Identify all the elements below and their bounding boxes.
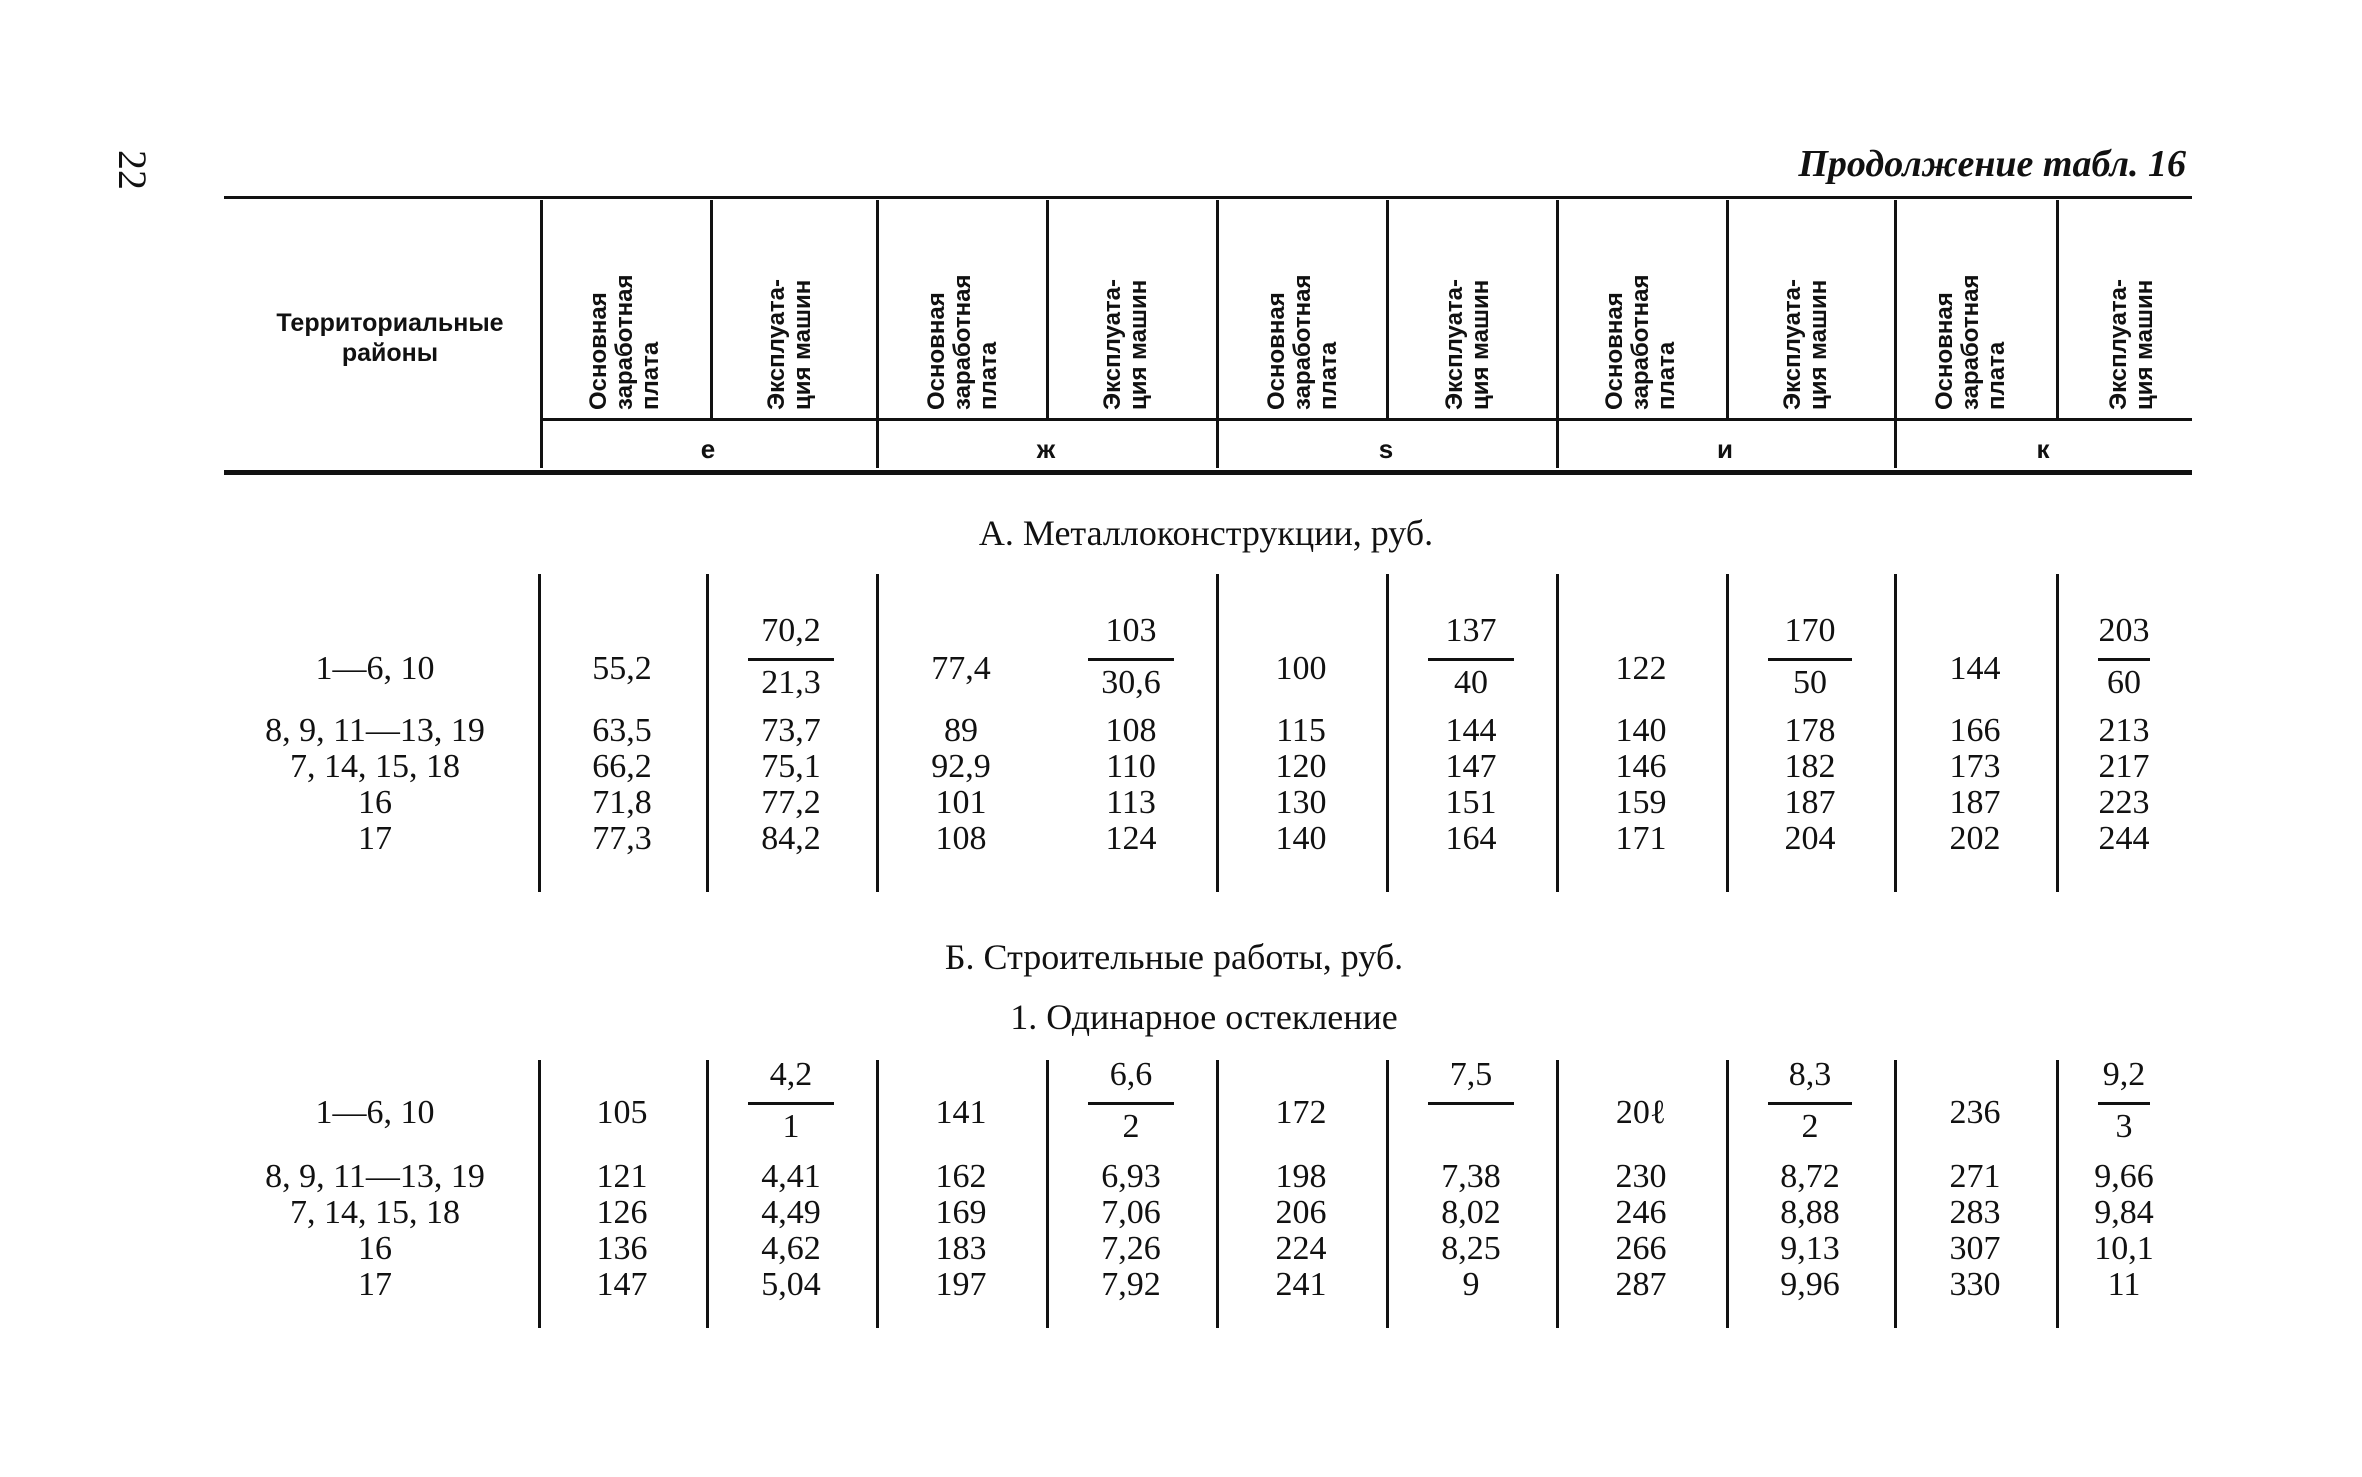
value-cell: 162 — [935, 1158, 987, 1195]
value-cell: 55,2 — [592, 650, 652, 687]
value-cell: 287 — [1615, 1266, 1667, 1303]
fraction-bar — [1428, 1102, 1514, 1105]
group-letter: и — [1717, 434, 1733, 464]
value-cell: 105 — [596, 1094, 648, 1131]
value-cell: 126 — [596, 1194, 648, 1231]
value-cell: 6,93 — [1101, 1158, 1161, 1195]
value-cell: 198 — [1275, 1158, 1327, 1195]
section-b-title: Б. Строительные работы, руб. — [944, 937, 1404, 977]
col-label-machine-operation: Эксплуата- ция машин — [763, 278, 816, 410]
value-cell: 92,9 — [931, 748, 991, 785]
header-mid-rule — [540, 418, 2192, 421]
value-cell: 197 — [935, 1266, 987, 1303]
col-label-machine-operation: Эксплуата- ция машин — [1779, 278, 1832, 410]
value-cell: 130 — [1275, 784, 1327, 821]
value-cell: 172 — [1275, 1094, 1327, 1131]
page-number: 22 — [110, 150, 155, 190]
value-cell: 20ℓ — [1615, 1094, 1667, 1131]
value-cell: 224 — [1275, 1230, 1327, 1267]
value-cell: 120 — [1275, 748, 1327, 785]
value-cell: 140 — [1275, 820, 1327, 857]
value-cell: 217 — [2098, 748, 2150, 785]
fraction-bar — [1428, 658, 1514, 661]
fraction-bar — [1088, 658, 1174, 661]
value-cell: 144 — [1445, 712, 1497, 749]
district-column-header: Территориальные районы — [276, 309, 504, 367]
value-cell: 271 — [1949, 1158, 2001, 1195]
col-label-base-salary: Основная заработная плата — [585, 274, 664, 410]
value-cell: 75,1 — [761, 748, 821, 785]
value-cell: 223 — [2098, 784, 2150, 821]
header-divider — [1556, 200, 1559, 468]
header-divider — [1726, 200, 1729, 418]
fraction-numerator: 103 — [1105, 612, 1157, 649]
fraction-denominator: 2 — [1801, 1108, 1819, 1145]
fraction-numerator: 170 — [1784, 612, 1836, 649]
value-cell: 89 — [944, 712, 978, 749]
fraction-numerator: 6,6 — [1109, 1056, 1153, 1093]
value-cell: 140 — [1615, 712, 1667, 749]
fraction-numerator: 9,2 — [2102, 1056, 2146, 1093]
col-label-machine-operation: Эксплуата- ция машин — [1441, 278, 1494, 410]
value-cell: 183 — [935, 1230, 987, 1267]
value-cell: 330 — [1949, 1266, 2001, 1303]
value-cell: 178 — [1784, 712, 1836, 749]
fraction-denominator: 1 — [782, 1108, 800, 1145]
value-cell: 122 — [1615, 650, 1667, 687]
value-cell: 136 — [596, 1230, 648, 1267]
value-cell: 241 — [1275, 1266, 1327, 1303]
district-cell: 8, 9, 11—13, 19 — [265, 1158, 485, 1195]
fraction-bar — [1088, 1102, 1174, 1105]
fraction-denominator: 50 — [1793, 664, 1827, 701]
fraction-numerator: 137 — [1445, 612, 1497, 649]
value-cell: 147 — [596, 1266, 648, 1303]
fraction-bar — [1768, 658, 1852, 661]
fraction-numerator: 4,2 — [769, 1056, 813, 1093]
district-cell: 17 — [358, 820, 392, 857]
value-cell: 171 — [1615, 820, 1667, 857]
value-cell: 8,72 — [1780, 1158, 1840, 1195]
fraction-bar — [1768, 1102, 1852, 1105]
value-cell: 141 — [935, 1094, 987, 1131]
value-cell: 8,25 — [1441, 1230, 1501, 1267]
value-cell: 8,88 — [1780, 1194, 1840, 1231]
group-letter: к — [2036, 434, 2050, 464]
header-divider — [2056, 200, 2059, 418]
value-cell: 213 — [2098, 712, 2150, 749]
district-cell: 17 — [358, 1266, 392, 1303]
fraction-numerator: 70,2 — [761, 612, 821, 649]
fraction-denominator: 3 — [2115, 1108, 2133, 1145]
value-cell: 63,5 — [592, 712, 652, 749]
value-cell: 169 — [935, 1194, 987, 1231]
col-label-machine-operation: Эксплуата- ция машин — [2105, 278, 2158, 410]
value-cell: 283 — [1949, 1194, 2001, 1231]
value-cell: 84,2 — [761, 820, 821, 857]
col-label-base-salary: Основная заработная плата — [1601, 274, 1680, 410]
fraction-numerator: 7,5 — [1449, 1056, 1493, 1093]
value-cell: 110 — [1106, 748, 1156, 785]
value-cell: 9 — [1462, 1266, 1480, 1303]
col-label-base-salary: Основная заработная плата — [1263, 274, 1342, 410]
col-label-machine-operation: Эксплуата- ция машин — [1099, 278, 1152, 410]
fraction-bar — [748, 658, 834, 661]
value-cell: 7,06 — [1101, 1194, 1161, 1231]
value-cell: 4,49 — [761, 1194, 821, 1231]
fraction-denominator: 21,3 — [761, 664, 821, 701]
value-cell: 108 — [935, 820, 987, 857]
value-cell: 8,02 — [1441, 1194, 1501, 1231]
section-b-subtitle: 1. Одинарное остекление — [1010, 997, 1398, 1037]
group-letter: е — [700, 434, 716, 464]
fraction-numerator: 203 — [2098, 612, 2150, 649]
value-cell: 144 — [1949, 650, 2001, 687]
value-cell: 7,26 — [1101, 1230, 1161, 1267]
value-cell: 5,04 — [761, 1266, 821, 1303]
value-cell: 187 — [1949, 784, 2001, 821]
value-cell: 113 — [1106, 784, 1156, 821]
value-cell: 307 — [1949, 1230, 2001, 1267]
value-cell: 9,96 — [1780, 1266, 1840, 1303]
district-cell: 1—6, 10 — [315, 1094, 435, 1131]
district-cell: 7, 14, 15, 18 — [290, 1194, 460, 1231]
value-cell: 7,92 — [1101, 1266, 1161, 1303]
header-bottom-rule — [224, 470, 2192, 475]
value-cell: 115 — [1276, 712, 1326, 749]
value-cell: 77,2 — [761, 784, 821, 821]
value-cell: 9,66 — [2094, 1158, 2154, 1195]
header-divider — [1386, 200, 1389, 418]
header-divider — [710, 200, 713, 418]
value-cell: 164 — [1445, 820, 1497, 857]
fraction-bar — [2098, 658, 2150, 661]
group-letter: s — [1378, 434, 1394, 464]
value-cell: 124 — [1105, 820, 1157, 857]
district-cell: 8, 9, 11—13, 19 — [265, 712, 485, 749]
value-cell: 9,13 — [1780, 1230, 1840, 1267]
header-divider — [540, 200, 543, 468]
value-cell: 108 — [1105, 712, 1157, 749]
fraction-denominator: 2 — [1122, 1108, 1140, 1145]
value-cell: 66,2 — [592, 748, 652, 785]
value-cell: 77,4 — [931, 650, 991, 687]
value-cell: 146 — [1615, 748, 1667, 785]
header-divider — [1046, 200, 1049, 418]
section-a-title: А. Металлоконструкции, руб. — [978, 513, 1434, 553]
value-cell: 7,38 — [1441, 1158, 1501, 1195]
district-cell: 1—6, 10 — [315, 650, 435, 687]
value-cell: 173 — [1949, 748, 2001, 785]
col-label-base-salary: Основная заработная плата — [1931, 274, 2010, 410]
value-cell: 4,62 — [761, 1230, 821, 1267]
value-cell: 182 — [1784, 748, 1836, 785]
fraction-denominator: 30,6 — [1101, 664, 1161, 701]
value-cell: 4,41 — [761, 1158, 821, 1195]
value-cell: 236 — [1949, 1094, 2001, 1131]
value-cell: 166 — [1949, 712, 2001, 749]
value-cell: 10,1 — [2094, 1230, 2154, 1267]
value-cell: 71,8 — [592, 784, 652, 821]
value-cell: 266 — [1615, 1230, 1667, 1267]
value-cell: 147 — [1445, 748, 1497, 785]
value-cell: 202 — [1949, 820, 2001, 857]
header-divider — [876, 200, 879, 468]
header-top-rule — [224, 196, 2192, 199]
value-cell: 204 — [1784, 820, 1836, 857]
fraction-numerator: 8,3 — [1788, 1056, 1832, 1093]
value-cell: 159 — [1615, 784, 1667, 821]
header-divider — [1216, 200, 1219, 468]
header-divider — [1894, 200, 1897, 468]
district-cell: 7, 14, 15, 18 — [290, 748, 460, 785]
group-letter: ж — [1036, 434, 1056, 464]
value-cell: 246 — [1615, 1194, 1667, 1231]
col-label-base-salary: Основная заработная плата — [923, 274, 1002, 410]
fraction-bar — [748, 1102, 834, 1105]
fraction-bar — [2098, 1102, 2150, 1105]
value-cell: 230 — [1615, 1158, 1667, 1195]
value-cell: 244 — [2098, 820, 2150, 857]
value-cell: 101 — [935, 784, 987, 821]
district-cell: 16 — [358, 784, 392, 821]
fraction-denominator: 60 — [2107, 664, 2141, 701]
value-cell: 187 — [1784, 784, 1836, 821]
value-cell: 11 — [2107, 1266, 2141, 1303]
continuation-title: Продолжение табл. 16 — [1798, 143, 2186, 185]
value-cell: 9,84 — [2094, 1194, 2154, 1231]
value-cell: 121 — [596, 1158, 648, 1195]
district-cell: 16 — [358, 1230, 392, 1267]
value-cell: 206 — [1275, 1194, 1327, 1231]
value-cell: 73,7 — [761, 712, 821, 749]
value-cell: 100 — [1275, 650, 1327, 687]
value-cell: 77,3 — [592, 820, 652, 857]
fraction-denominator: 40 — [1454, 664, 1488, 701]
value-cell: 151 — [1445, 784, 1497, 821]
